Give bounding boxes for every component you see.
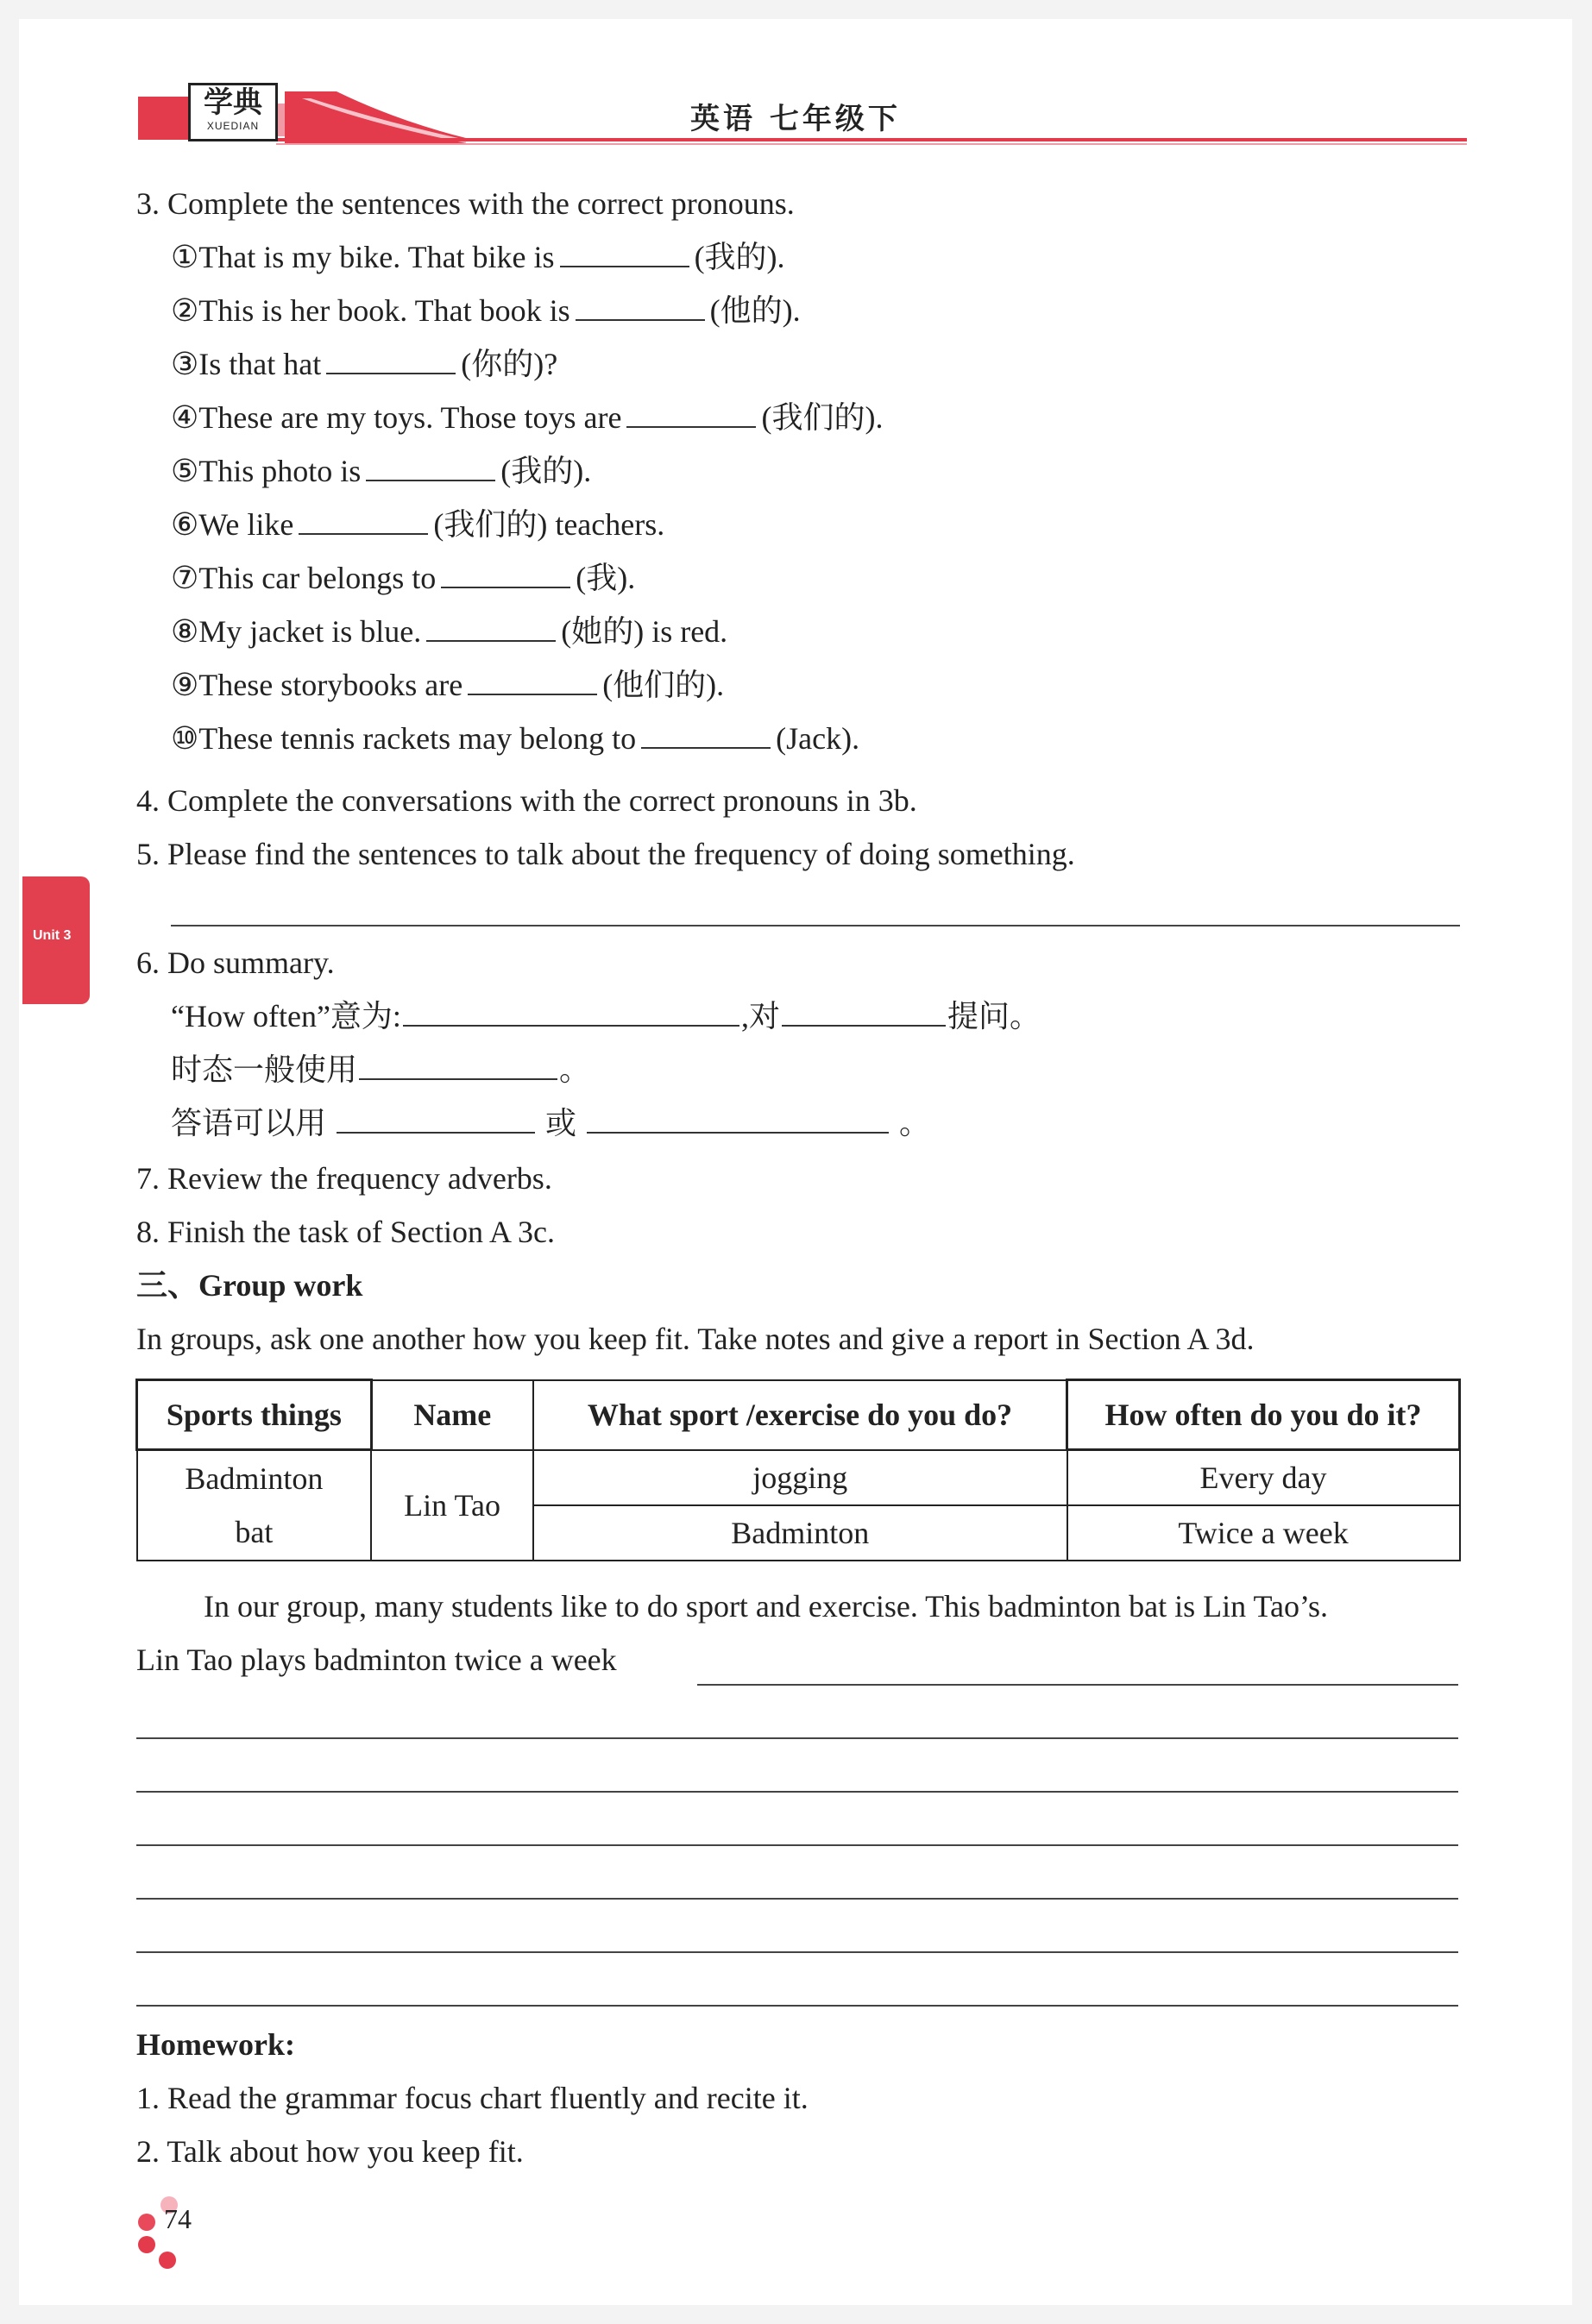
section-6-title: 6. Do summary. xyxy=(136,945,335,980)
how-often-cell: Twice a week xyxy=(1067,1505,1460,1561)
sentence-hint: (他们的). xyxy=(602,668,725,702)
answer-blank[interactable] xyxy=(326,345,456,374)
homework-item-2: 2. Talk about how you keep fit. xyxy=(136,2134,524,2169)
homework-heading: Homework: xyxy=(136,2027,295,2062)
unit-tab-label: Unit 3 xyxy=(33,928,72,943)
summary-text: 。 xyxy=(899,1106,931,1140)
sentence-text: ⑤This photo is xyxy=(171,454,362,488)
report-line-2: Lin Tao plays badminton twice a week xyxy=(136,1643,617,1677)
report-line-1: In our group, many students like to do sport and exercise. This badminton bat is Lin Tao’s. xyxy=(204,1589,1328,1624)
logo-text: 学典 xyxy=(204,85,262,120)
name-cell: Lin Tao xyxy=(371,1450,533,1561)
summary-blank[interactable] xyxy=(359,1051,557,1080)
header-name: Name xyxy=(371,1380,533,1450)
sentence-2 xyxy=(171,292,801,330)
header-sport: What sport /exercise do you do? xyxy=(533,1380,1067,1450)
sentence-8 xyxy=(171,612,727,650)
summary-text: 。 xyxy=(559,1052,591,1087)
sentence-10 xyxy=(171,719,859,757)
sentence-hint: (她的) is red. xyxy=(561,614,728,649)
sentence-3 xyxy=(171,345,557,383)
summary-blank[interactable] xyxy=(587,1104,889,1134)
sentence-5 xyxy=(171,452,591,490)
decor-dot-icon xyxy=(159,2252,176,2269)
logo-subtext: XUEDIAN xyxy=(206,120,260,132)
sentence-hint: (你的)? xyxy=(461,347,558,381)
page-number: 74 xyxy=(164,2203,192,2234)
answer-blank[interactable] xyxy=(641,719,771,749)
group-work-heading: 三、Group work xyxy=(136,1268,363,1303)
summary-text: ,对 xyxy=(740,999,780,1033)
header-sports-things: Sports things xyxy=(137,1380,372,1450)
summary-line-3 xyxy=(171,1104,930,1142)
sentence-hint: (我的). xyxy=(694,240,785,274)
section-5-answer-line[interactable] xyxy=(171,925,1460,926)
answer-blank[interactable] xyxy=(299,506,428,535)
unit-tab xyxy=(22,876,90,1004)
summary-line-1 xyxy=(171,997,1041,1035)
decor-dot-icon xyxy=(138,2214,155,2231)
sports-thing-line: Badminton xyxy=(185,1460,324,1496)
sentence-hint: (Jack). xyxy=(776,721,860,756)
answer-blank[interactable] xyxy=(560,238,689,267)
summary-line-2 xyxy=(171,1051,590,1089)
summary-blank[interactable] xyxy=(782,997,946,1027)
book-title: 英语 七年级下 xyxy=(690,102,901,136)
sports-thing-line: bat xyxy=(235,1514,274,1549)
publisher-logo xyxy=(188,83,278,141)
header-rule-light xyxy=(276,143,1467,145)
sentence-text: ⑨These storybooks are xyxy=(171,668,463,702)
sentence-hint: (他的). xyxy=(709,293,801,328)
summary-text: 时态一般使用 xyxy=(171,1052,358,1087)
summary-text: 或 xyxy=(545,1106,577,1140)
answer-blank[interactable] xyxy=(626,399,756,428)
summary-text: “How often”意为: xyxy=(171,999,401,1033)
header-how-often: How often do you do it? xyxy=(1067,1380,1460,1450)
answer-blank[interactable] xyxy=(426,612,556,642)
report-answer-line[interactable] xyxy=(136,1951,1458,1953)
table-row xyxy=(137,1450,1460,1505)
sentence-text: ④These are my toys. Those toys are xyxy=(171,400,622,435)
answer-blank[interactable] xyxy=(366,452,495,481)
sentence-hint: (我们的). xyxy=(761,400,884,435)
report-answer-line[interactable] xyxy=(136,1737,1458,1739)
report-answer-line[interactable] xyxy=(136,1791,1458,1793)
sentence-1 xyxy=(171,238,785,276)
report-answer-line[interactable] xyxy=(136,1898,1458,1900)
sentence-4 xyxy=(171,399,883,437)
section-8-title: 8. Finish the task of Section A 3c. xyxy=(136,1215,555,1249)
sentence-7 xyxy=(171,559,635,597)
summary-text: 提问。 xyxy=(947,999,1041,1033)
sentence-hint: (我). xyxy=(576,561,636,595)
answer-blank[interactable] xyxy=(468,666,597,695)
answer-blank[interactable] xyxy=(441,559,570,588)
summary-blank[interactable] xyxy=(403,997,739,1027)
header-rule xyxy=(276,138,1467,141)
sports-thing-cell xyxy=(137,1450,372,1561)
section-4-title: 4. Complete the conversations with the correct pronouns in 3b. xyxy=(136,783,917,818)
report-answer-line[interactable] xyxy=(697,1684,1458,1686)
sentence-hint: (我的). xyxy=(500,454,592,488)
section-7-title: 7. Review the frequency adverbs. xyxy=(136,1161,552,1196)
sentence-text: ①That is my bike. That bike is xyxy=(171,240,555,274)
sentence-9 xyxy=(171,666,724,704)
report-answer-line[interactable] xyxy=(136,1844,1458,1846)
sentence-text: ⑧My jacket is blue. xyxy=(171,614,422,649)
sport-cell: Badminton xyxy=(533,1505,1067,1561)
sentence-6 xyxy=(171,506,664,543)
table-header-row xyxy=(137,1380,1460,1450)
sentence-hint: (我们的) teachers. xyxy=(433,507,665,542)
section-5-title: 5. Please find the sentences to talk about the frequency of doing something. xyxy=(136,837,1075,871)
sentence-text: ⑥We like xyxy=(171,507,294,542)
group-work-table xyxy=(135,1379,1461,1561)
group-work-instruction: In groups, ask one another how you keep fit. Take notes and give a report in Section A 3d. xyxy=(136,1322,1255,1356)
answer-blank[interactable] xyxy=(576,292,705,321)
report-answer-line[interactable] xyxy=(136,2005,1458,2007)
sentence-text: ⑦This car belongs to xyxy=(171,561,437,595)
decor-dot-icon xyxy=(138,2236,155,2253)
sentence-text: ⑩These tennis rackets may belong to xyxy=(171,721,637,756)
homework-item-1: 1. Read the grammar focus chart fluently and recite it. xyxy=(136,2081,809,2115)
summary-text: 答语可以用 xyxy=(171,1106,327,1140)
summary-blank[interactable] xyxy=(337,1104,535,1134)
how-often-cell: Every day xyxy=(1067,1450,1460,1505)
sentence-text: ②This is her book. That book is xyxy=(171,293,570,328)
sentence-text: ③Is that hat xyxy=(171,347,322,381)
section-3-title: 3. Complete the sentences with the correct pronouns. xyxy=(136,186,795,221)
sport-cell: jogging xyxy=(533,1450,1067,1505)
